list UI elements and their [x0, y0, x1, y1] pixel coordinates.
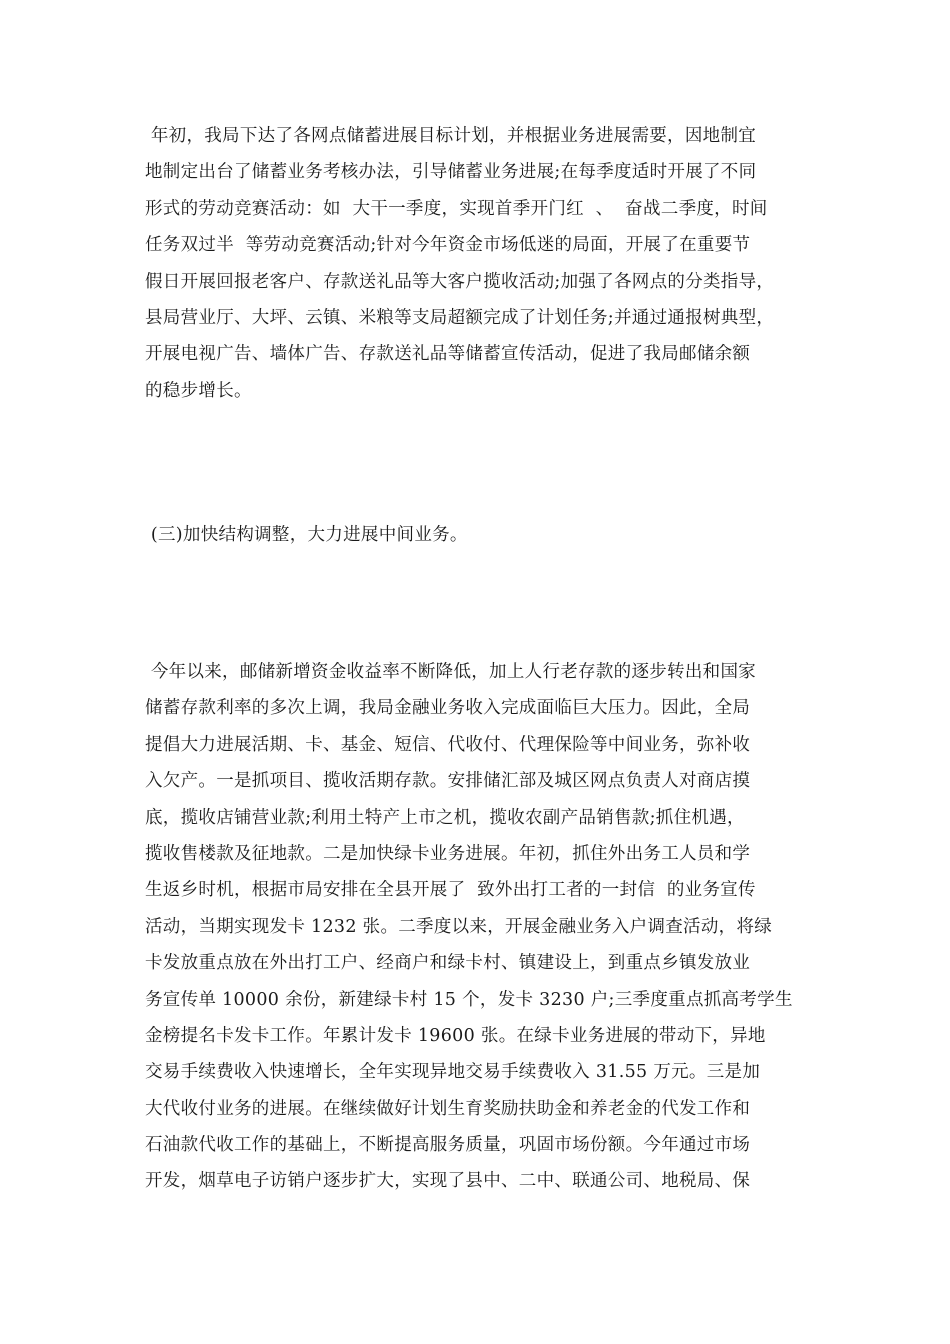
- heading-line: (三)加快结构调整，大力进展中间业务。: [145, 525, 468, 545]
- text-line: 地制定出台了储蓄业务考核办法，引导储蓄业务进展;在每季度适时开展了不同: [145, 162, 757, 183]
- text-line: 金榜提名卡发卡工作。年累计发卡 19600 张。在绿卡业务进展的带动下，异地: [145, 1025, 766, 1046]
- text-line: 石油款代收工作的基础上，不断提高服务质量，巩固市场份额。今年通过市场: [145, 1135, 751, 1156]
- text-line: 底，揽收店铺营业款;利用土特产上市之机，揽收农副产品销售款;抓住机遇，: [145, 807, 745, 828]
- section-heading: [145, 517, 825, 553]
- text-line: 形式的劳动竞赛活动：如 大干一季度，实现首季开门红 、 奋战二季度，时间: [145, 198, 768, 219]
- text-line: 务宣传单 10000 余份，新建绿卡村 15 个，发卡 3230 户;三季度重点抓高考学生: [145, 989, 793, 1010]
- text-line: 储蓄存款利率的多次上调，我局金融业务收入完成面临巨大压力。因此，全局: [145, 698, 751, 719]
- text-line: 任务双过半 等劳动竞赛活动;针对今年资金市场低迷的局面，开展了在重要节: [145, 235, 751, 256]
- text-line: 假日开展回报老客户、存款送礼品等大客户揽收活动;加强了各网点的分类指导，: [145, 271, 775, 292]
- text-line: 活动，当期实现发卡 1232 张。二季度以来，开展金融业务入户调查活动，将绿: [145, 916, 773, 937]
- text-line: 开展电视广告、墙体广告、存款送礼品等储蓄宣传活动，促进了我局邮储余额: [145, 344, 751, 365]
- text-line: 入欠产。一是抓项目、揽收活期存款。安排储汇部及城区网点负责人对商店摸: [145, 771, 751, 792]
- text-line: 县局营业厅、大坪、云镇、米粮等支局超额完成了计划任务;并通过通报树典型，: [145, 307, 775, 328]
- text-line: 卡发放重点放在外出打工户、经商户和绿卡村、镇建设上，到重点乡镇发放业: [145, 953, 751, 974]
- text-line: 揽收售楼款及征地款。二是加快绿卡业务进展。年初，抓住外出务工人员和学: [145, 843, 751, 864]
- text-line: 开发，烟草电子访销户逐步扩大，实现了县中、二中、联通公司、地税局、保: [145, 1171, 751, 1192]
- text-line: 的稳步增长。: [145, 380, 252, 401]
- paragraph-intermediate-business: [145, 654, 825, 1200]
- text-line: 生返乡时机，根据市局安排在全县开展了 致外出打工者的一封信 的业务宣传: [145, 880, 756, 901]
- text-line: 交易手续费收入快速增长，全年实现异地交易手续费收入 31.55 万元。三是加: [145, 1062, 761, 1083]
- text-line: 大代收付业务的进展。在继续做好计划生育奖励扶助金和养老金的代发工作和: [145, 1098, 751, 1119]
- text-line: 今年以来，邮储新增资金收益率不断降低，加上人行老存款的逐步转出和国家: [145, 662, 757, 682]
- paragraph-savings-plan: [145, 118, 825, 409]
- text-line: 年初，我局下达了各网点储蓄进展目标计划，并根据业务进展需要，因地制宜: [145, 126, 757, 146]
- text-line: 提倡大力进展活期、卡、基金、短信、代收付、代理保险等中间业务，弥补收: [145, 734, 751, 755]
